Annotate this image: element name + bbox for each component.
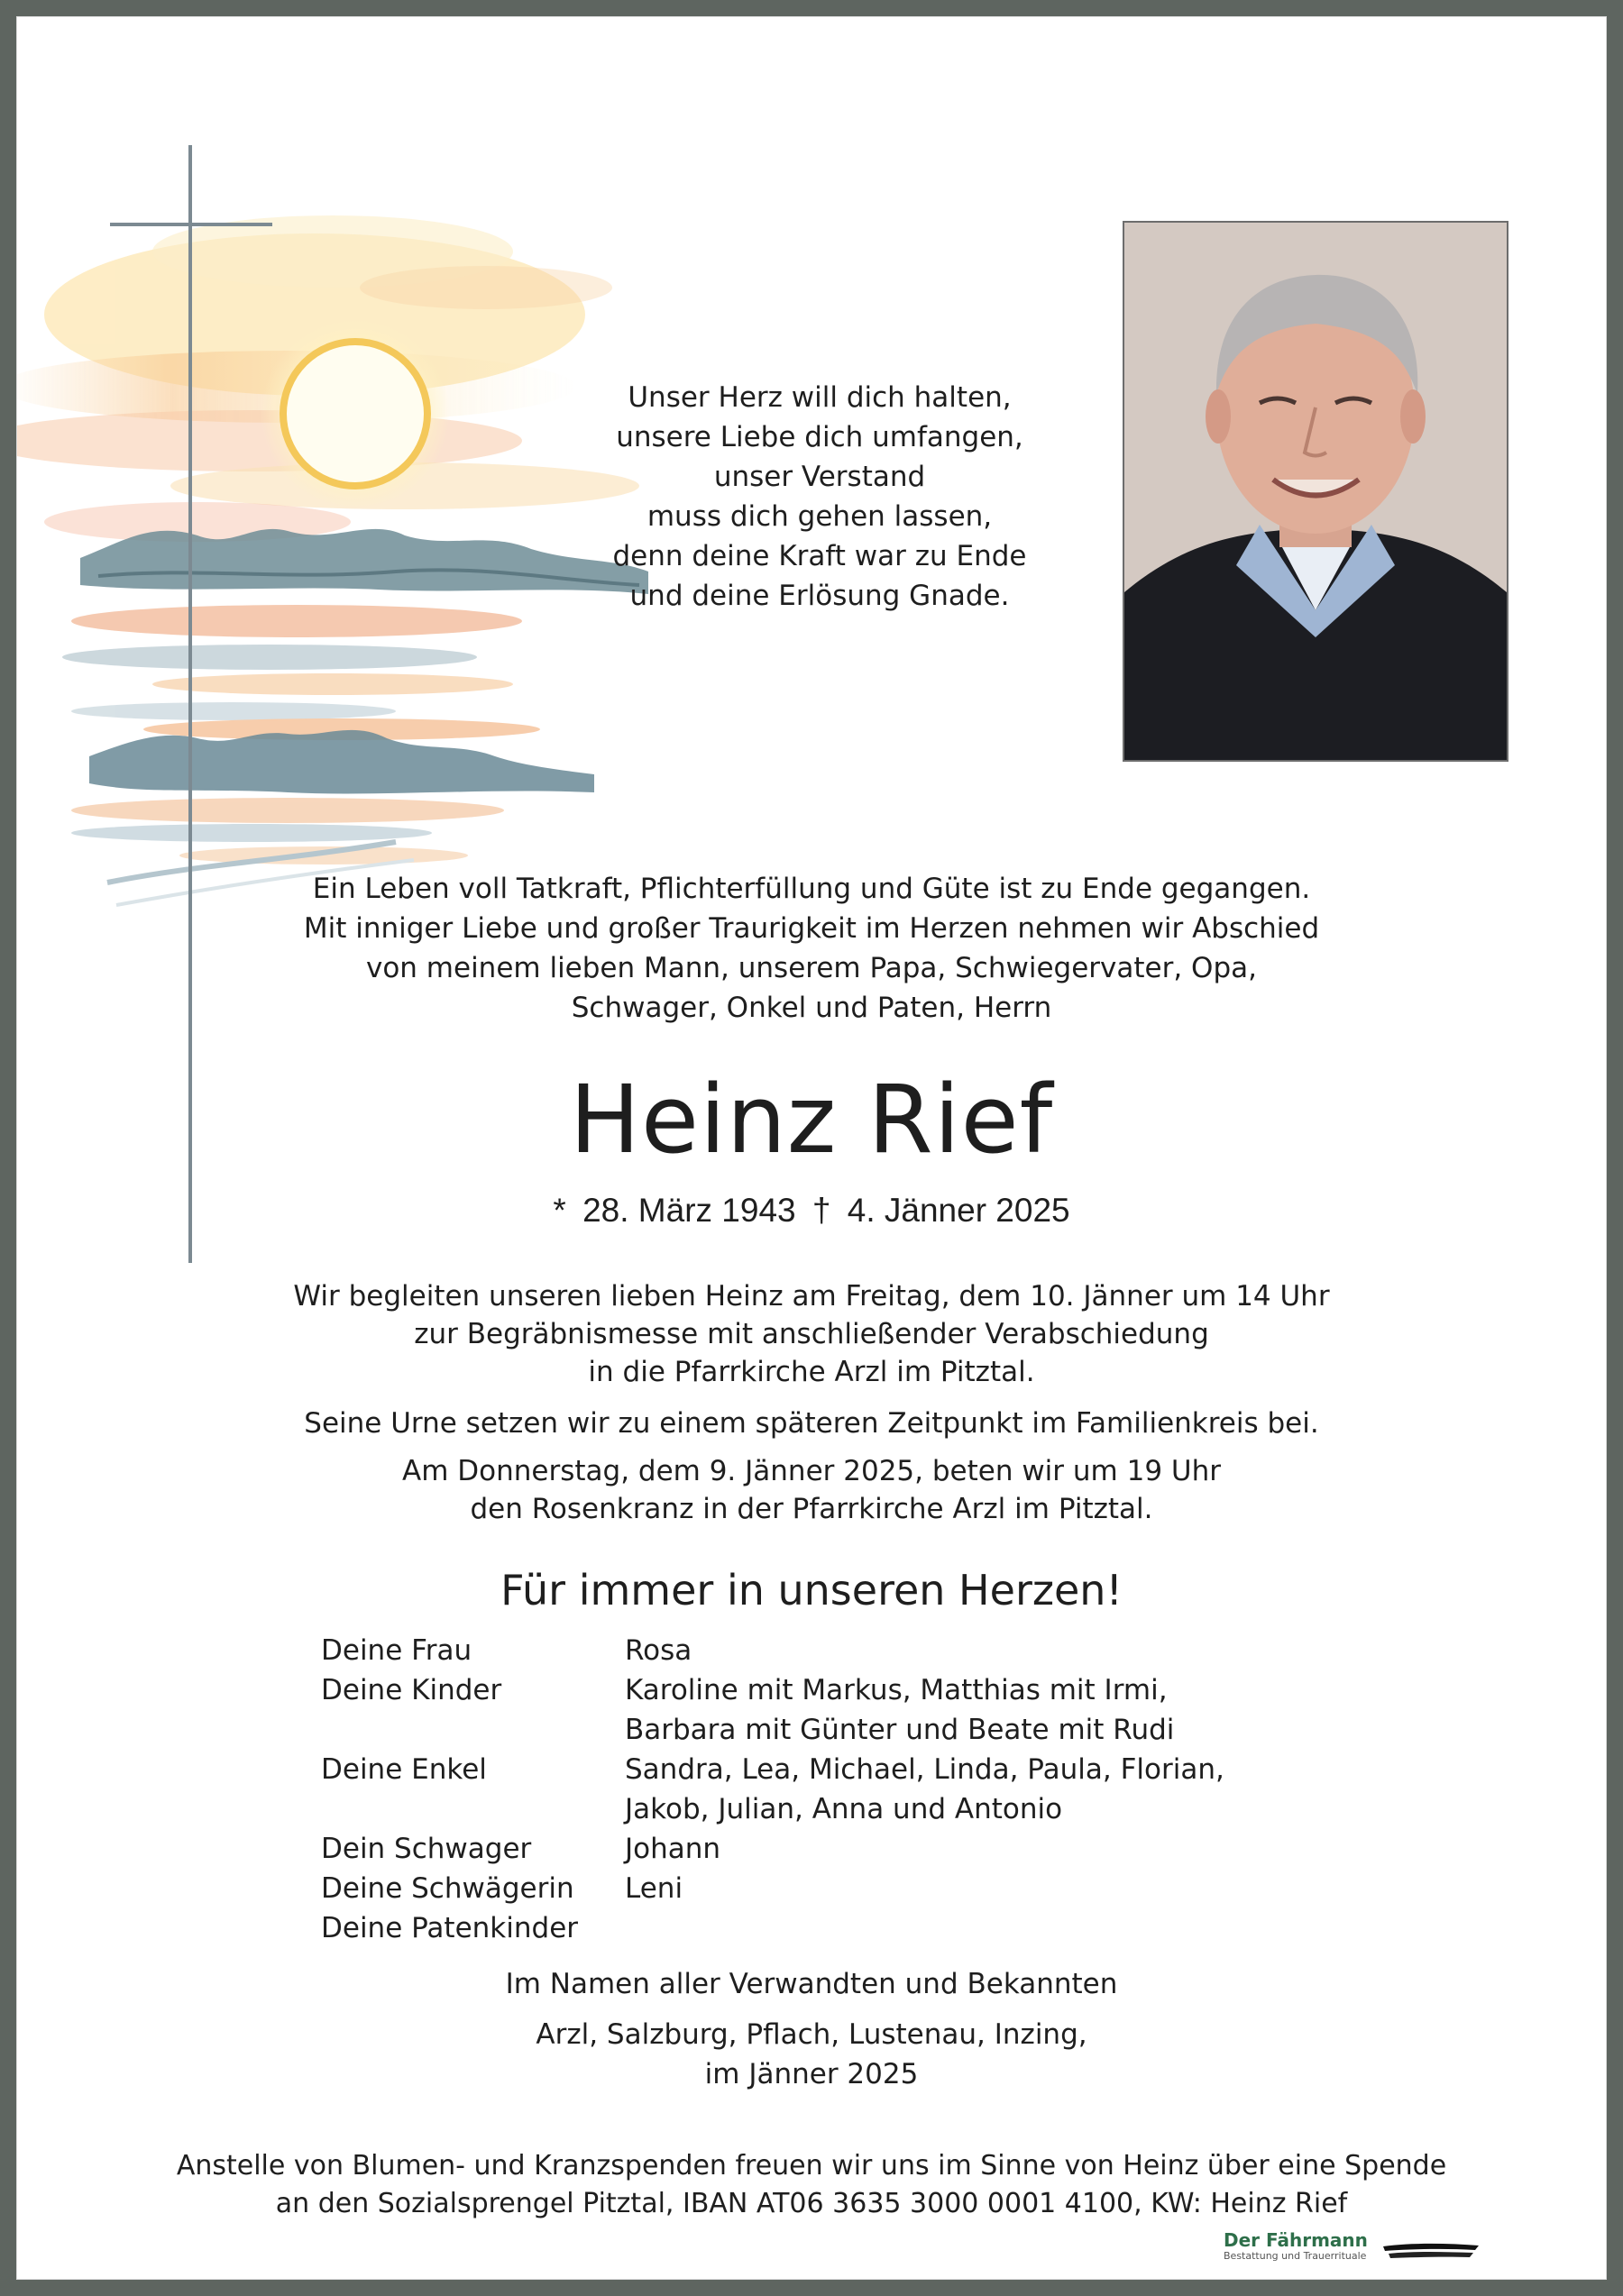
donation-note	[17, 2147, 1606, 2223]
memorial-poem	[549, 378, 1090, 616]
poem-line: unsere Liebe dich umfangen,	[616, 421, 1023, 453]
death-symbol: †	[812, 1192, 831, 1229]
poem-line: muss dich gehen lassen,	[646, 500, 993, 533]
portrait-photo	[1123, 221, 1508, 762]
family-role: Deine Patenkinder	[321, 1912, 579, 1944]
family-names: Leni	[625, 1872, 683, 1905]
family-list	[321, 1631, 1224, 1948]
birth-date: 28. März 1943	[582, 1192, 796, 1229]
logo-name: Der Fährmann	[1224, 2229, 1368, 2251]
closing-date: im Jänner 2025	[704, 2058, 919, 2090]
family-names: Barbara mit Günter und Beate mit Rudi	[625, 1714, 1175, 1746]
service-line: in die Pfarrkirche Arzl im Pitztal.	[588, 1356, 1035, 1388]
deceased-name: Heinz Rief	[569, 1065, 1054, 1175]
family-row	[321, 1631, 1224, 1670]
boat-brush-icon	[1381, 2237, 1481, 2264]
service-line: Wir begleiten unseren lieben Heinz am Freitag, dem 10. Jänner um 14 Uhr	[293, 1280, 1330, 1313]
donation-line: Anstelle von Blumen- und Kranzspenden freuen wir uns im Sinne von Heinz über eine Spende	[176, 2150, 1447, 2182]
family-places: Arzl, Salzburg, Pflach, Lustenau, Inzing,	[536, 2018, 1087, 2051]
relatives-closing: Im Namen aller Verwandten und Bekannten	[505, 1968, 1118, 2000]
family-row	[321, 1908, 1224, 1948]
service-line: zur Begräbnismesse mit anschließender Verabschiedung	[414, 1318, 1209, 1350]
family-names: Rosa	[625, 1634, 692, 1667]
birth-symbol: *	[553, 1192, 566, 1229]
family-role: Deine Enkel	[321, 1753, 487, 1786]
funeral-home-logo	[1224, 2230, 1368, 2263]
family-role: Dein Schwager	[321, 1833, 532, 1865]
poem-line: und deine Erlösung Gnade.	[629, 580, 1010, 612]
parte-sheet	[16, 16, 1607, 2280]
life-dates	[17, 1191, 1606, 1230]
family-role: Deine Frau	[321, 1634, 472, 1667]
logo-tagline: Bestattung und Trauerrituale	[1224, 2250, 1367, 2262]
family-names: Johann	[625, 1833, 721, 1865]
family-row	[321, 1670, 1224, 1750]
poem-line: unser Verstand	[713, 461, 926, 493]
donation-line: an den Sozialsprengel Pitztal, IBAN AT06 3635 3000 0001 4100, KW: Heinz Rief	[275, 2188, 1348, 2219]
intro-text	[17, 869, 1606, 1028]
poem-line: denn deine Kraft war zu Ende	[612, 540, 1027, 572]
rosary-info	[17, 1452, 1606, 1528]
family-role: Deine Kinder	[321, 1674, 502, 1706]
family-names: Karoline mit Markus, Matthias mit Irmi,	[625, 1674, 1168, 1706]
intro-line: Mit inniger Liebe und großer Traurigkeit im Herzen nehmen wir Abschied	[303, 912, 1320, 945]
family-role: Deine Schwägerin	[321, 1872, 574, 1905]
death-date: 4. Jänner 2025	[847, 1192, 1070, 1229]
intro-line: Schwager, Onkel und Paten, Herrn	[571, 992, 1052, 1024]
family-names: Sandra, Lea, Michael, Linda, Paula, Florian,	[625, 1753, 1224, 1786]
intro-line: Ein Leben voll Tatkraft, Pflichterfüllung und Güte ist zu Ende gegangen.	[312, 873, 1311, 905]
family-row	[321, 1829, 1224, 1869]
funeral-service-info	[17, 1277, 1606, 1391]
family-row	[321, 1750, 1224, 1829]
family-row	[321, 1869, 1224, 1908]
rosary-line: Am Donnerstag, dem 9. Jänner 2025, beten wir um 19 Uhr	[402, 1455, 1221, 1487]
poem-line: Unser Herz will dich halten,	[628, 381, 1012, 414]
motto-heading: Für immer in unseren Herzen!	[500, 1566, 1123, 1615]
urn-info: Seine Urne setzen wir zu einem späteren Zeitpunkt im Familienkreis bei.	[304, 1407, 1319, 1440]
intro-line: von meinem lieben Mann, unserem Papa, Schwiegervater, Opa,	[365, 952, 1257, 984]
rosary-line: den Rosenkranz in der Pfarrkirche Arzl im Pitztal.	[470, 1493, 1153, 1525]
family-names: Jakob, Julian, Anna und Antonio	[625, 1793, 1063, 1825]
